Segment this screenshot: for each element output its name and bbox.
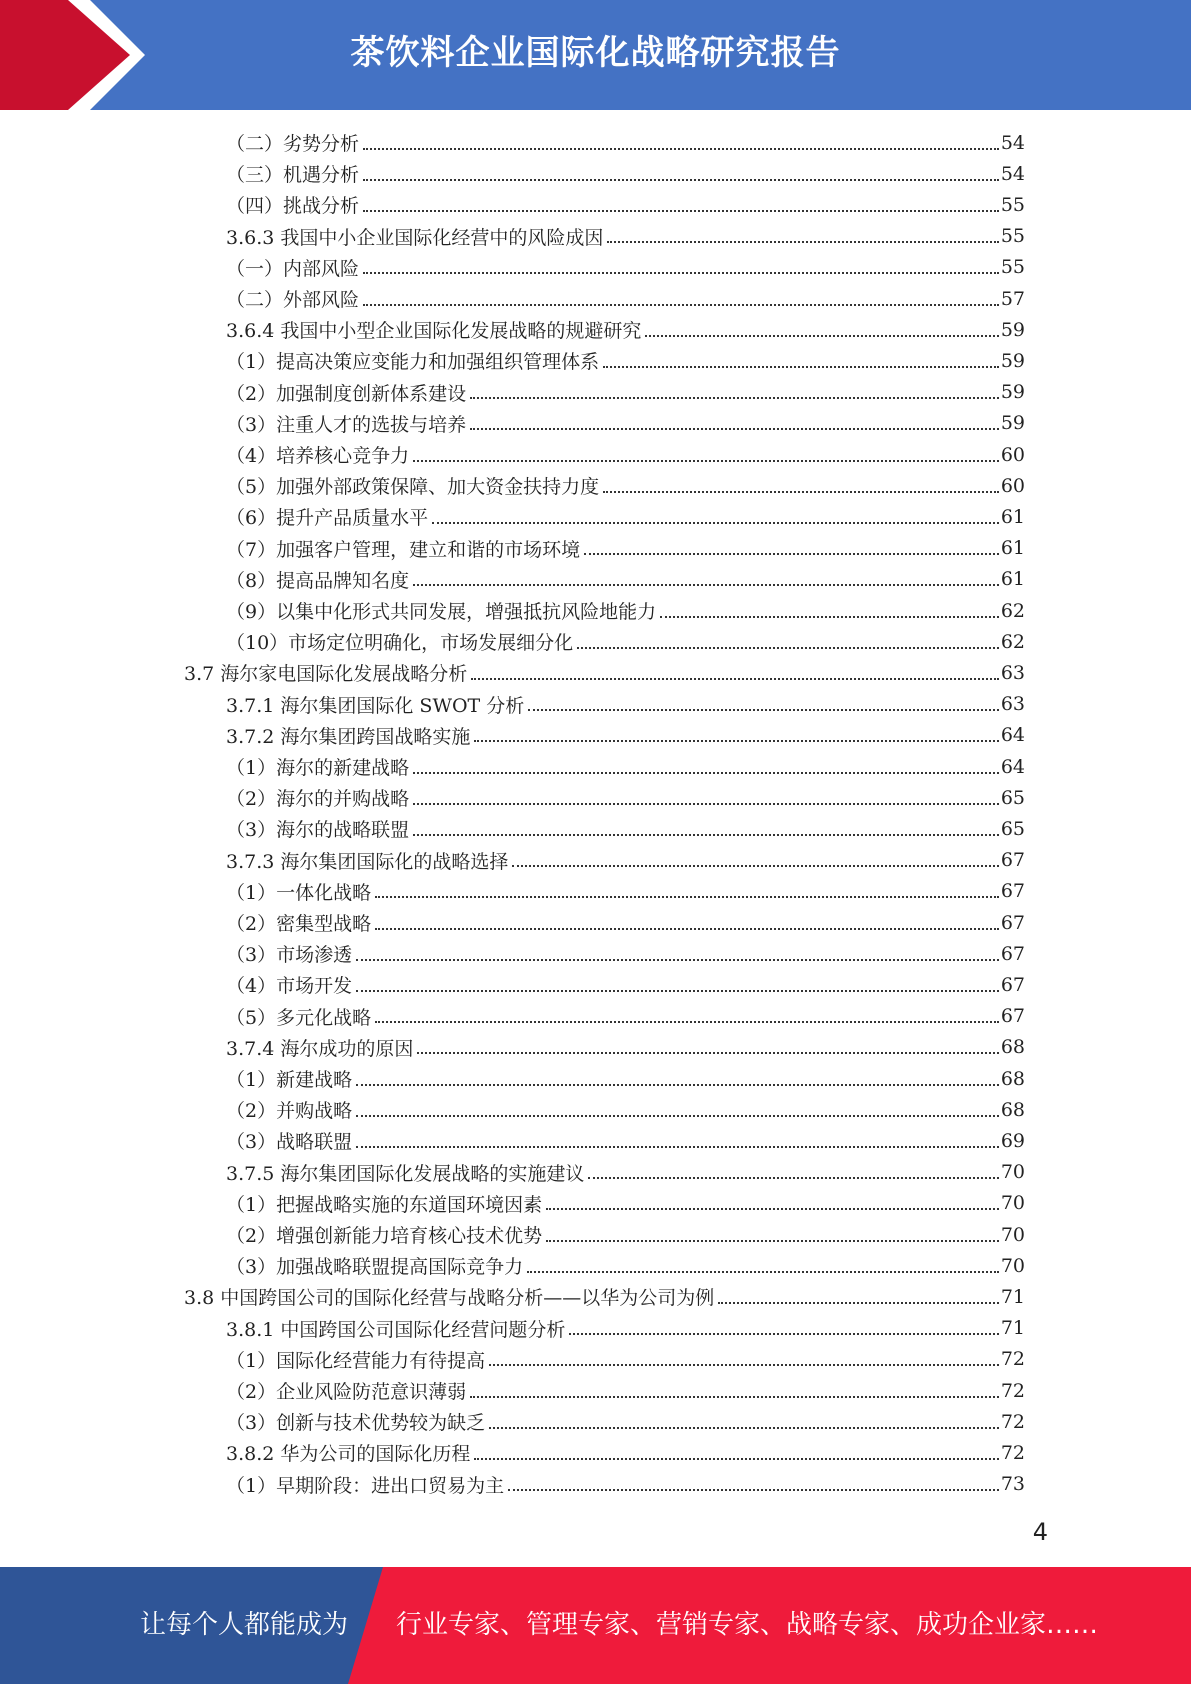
toc-entry-page: 59 [1000,381,1025,404]
toc-entry-title: （1）提高决策应变能力和加强组织管理体系 [226,351,600,374]
toc-dot-leader [603,366,999,368]
footer-slogan-left: 让每个人都能成为 [140,1610,349,1640]
toc-dot-leader [471,678,999,680]
toc-entry-page: 67 [1000,911,1025,934]
toc-dot-leader [363,272,999,274]
toc-dot-leader [546,1208,999,1210]
toc-entry-title: 3.7.5 海尔集团国际化发展战略的实施建议 [226,1162,585,1185]
toc-entry[interactable] [226,907,1025,938]
toc-entry[interactable] [226,845,1025,876]
toc-entry-page: 72 [1000,1441,1025,1464]
toc-entry-page: 72 [1000,1410,1025,1433]
toc-entry[interactable] [226,1063,1025,1094]
toc-entry-title: （三）机遇分析 [226,164,360,187]
toc-entry-page: 70 [1000,1192,1025,1215]
toc-entry[interactable] [226,782,1025,813]
toc-entry-page: 55 [1000,193,1025,216]
toc-entry-title: （1）新建战略 [226,1069,353,1091]
toc-entry-title: 3.6.4 我国中小型企业国际化发展战略的规避研究 [226,320,642,343]
toc-entry-title: （2）加强制度创新体系建设 [226,382,467,405]
toc-entry-title: （2）企业风险防范意识薄弱 [226,1381,467,1403]
toc-entry[interactable] [226,1094,1025,1125]
toc-dot-leader [413,772,999,774]
toc-entry-title: （5）加强外部政策保障、加大资金扶持力度 [226,476,600,499]
toc-entry[interactable] [184,1281,1025,1312]
toc-dot-leader [588,1177,998,1179]
toc-entry-title: 3.7.2 海尔集团跨国战略实施 [226,725,471,748]
toc-entry-title: （1）早期阶段：进出口贸易为主 [226,1474,505,1497]
toc-entry[interactable] [226,1219,1025,1250]
toc-entry-page: 68 [1000,1036,1025,1059]
toc-dot-leader [508,1489,999,1491]
toc-entry[interactable] [226,501,1025,532]
toc-entry-title: （7）加强客户管理，建立和谐的市场环境 [226,538,581,561]
toc-entry-page: 73 [1000,1473,1025,1496]
toc-entry[interactable] [226,439,1025,470]
toc-entry-title: （2）并购战略 [226,1100,353,1123]
toc-dot-leader [356,1084,999,1086]
toc-entry[interactable] [226,969,1025,1000]
toc-entry-page: 72 [1000,1379,1025,1402]
toc-entry-title: （3）海尔的战略联盟 [226,819,410,842]
toc-entry-title: （9）以集中化形式共同发展，增强抵抗风险地能力 [226,601,657,623]
toc-dot-leader [512,865,998,867]
toc-entry[interactable] [226,1375,1025,1406]
toc-dot-leader [645,335,998,337]
toc-dot-leader [528,709,999,711]
toc-dot-leader [375,1021,999,1023]
toc-entry-page: 72 [1000,1348,1025,1371]
toc-entry[interactable] [226,689,1025,720]
toc-dot-leader [417,1052,998,1054]
toc-entry-title: （1）海尔的新建战略 [226,757,410,779]
toc-dot-leader [413,834,999,836]
toc-dot-leader [470,1396,999,1398]
toc-entry[interactable] [226,127,1025,158]
toc-entry-title: 3.8.1 中国跨国公司国际化经营问题分析 [226,1318,566,1341]
toc-entry-page: 60 [1000,474,1025,497]
toc-entry[interactable] [226,1437,1025,1468]
toc-entry[interactable] [226,1313,1025,1344]
toc-entry-page: 60 [1000,443,1025,466]
toc-entry-page: 67 [1000,1005,1025,1028]
toc-dot-leader [356,990,999,992]
toc-entry[interactable] [226,345,1025,376]
toc-entry-title: （3）创新与技术优势较为缺乏 [226,1412,486,1435]
toc-entry-page: 62 [1000,630,1025,653]
toc-entry[interactable] [226,1406,1025,1437]
page-header [0,0,1191,110]
toc-entry-page: 71 [1000,1285,1025,1308]
page-footer [0,1567,1191,1684]
toc-entry-page: 57 [1000,287,1025,310]
toc-dot-leader [363,179,999,181]
report-title: 茶饮料企业国际化战略研究报告 [350,33,841,73]
toc-entry[interactable] [226,720,1025,751]
toc-dot-leader [413,460,999,462]
toc-entry[interactable] [226,1032,1025,1063]
toc-entry[interactable] [226,938,1025,969]
toc-dot-leader [527,1271,999,1273]
toc-entry-page: 67 [1000,973,1025,996]
toc-entry[interactable] [226,283,1025,314]
toc-entry-page: 68 [1000,1098,1025,1121]
toc-entry-page: 55 [1000,256,1025,279]
toc-entry-page: 67 [1000,849,1025,872]
toc-dot-leader [356,959,999,961]
toc-entry[interactable] [226,1188,1025,1219]
toc-dot-leader [413,803,999,805]
toc-entry-page: 59 [1000,412,1025,435]
toc-dot-leader [474,1458,998,1460]
toc-entry-title: （二）劣势分析 [226,133,360,155]
toc-entry-page: 59 [1000,318,1025,341]
toc-dot-leader [603,491,999,493]
toc-entry-title: （2）密集型战略 [226,913,372,935]
toc-entry[interactable] [226,377,1025,408]
toc-dot-leader [584,553,999,555]
toc-entry-page: 62 [1000,599,1025,622]
toc-entry-title: 3.6.3 我国中小企业国际化经营中的风险成因 [226,226,604,249]
toc-entry[interactable] [226,408,1025,439]
toc-dot-leader [474,740,998,742]
toc-dot-leader [363,148,999,150]
toc-entry-title: （4）培养核心竞争力 [226,445,410,467]
toc-entry-page: 55 [1000,225,1025,248]
toc-entry[interactable] [226,876,1025,907]
toc-entry[interactable] [226,533,1025,564]
toc-entry-page: 69 [1000,1129,1025,1152]
toc-dot-leader [470,397,999,399]
toc-entry-page: 67 [1000,942,1025,965]
toc-entry[interactable] [226,564,1025,595]
toc-entry-title: （四）挑战分析 [226,195,360,218]
toc-entry[interactable] [226,189,1025,220]
toc-entry-page: 70 [1000,1223,1025,1246]
toc-dot-leader [660,616,999,618]
toc-entry-title: 3.7.4 海尔成功的原因 [226,1037,414,1060]
toc-entry-title: 3.7.3 海尔集团国际化的战略选择 [226,850,509,873]
toc-entry-page: 64 [1000,724,1025,747]
toc-entry-title: 3.8.2 华为公司的国际化历程 [226,1443,471,1466]
toc-dot-leader [718,1302,999,1304]
toc-dot-leader [375,928,999,930]
toc-entry-title: 3.8 中国跨国公司的国际化经营与战略分析——以华为公司为例 [184,1287,715,1310]
toc-entry-page: 70 [1000,1161,1025,1184]
toc-entry-title: （3）市场渗透 [226,944,353,967]
toc-entry-page: 71 [1000,1317,1025,1340]
toc-entry[interactable] [226,221,1025,252]
toc-entry-title: （2）海尔的并购战略 [226,788,410,811]
toc-dot-leader [546,1240,999,1242]
toc-entry[interactable] [226,158,1025,189]
toc-entry-page: 68 [1000,1067,1025,1090]
toc-entry[interactable] [226,1469,1025,1500]
toc-entry-title: （1）国际化经营能力有待提高 [226,1349,486,1372]
toc-dot-leader [356,1146,999,1148]
toc-dot-leader [607,241,998,243]
toc-entry-title: 3.7 海尔家电国际化发展战略分析 [184,663,468,686]
toc-entry-page: 61 [1000,537,1025,560]
toc-dot-leader [363,210,999,212]
toc-dot-leader [413,584,999,586]
toc-entry-title: （2）增强创新能力培育核心技术优势 [226,1225,543,1247]
toc-entry-title: （1）一体化战略 [226,881,372,904]
toc-entry-title: （10）市场定位明确化，市场发展细分化 [226,632,574,655]
toc-entry-title: 3.7.1 海尔集团国际化 SWOT 分析 [226,694,525,717]
toc-entry-title: （3）注重人才的选拔与培养 [226,413,467,436]
toc-entry[interactable] [226,1001,1025,1032]
toc-entry-title: （4）市场开发 [226,975,353,998]
toc-entry-page: 61 [1000,505,1025,528]
toc-dot-leader [489,1427,999,1429]
toc-entry-title: （3）战略联盟 [226,1131,353,1154]
toc-entry[interactable] [226,813,1025,844]
footer-slogan-right: 行业专家、管理专家、营销专家、战略专家、成功企业家…… [396,1610,1099,1640]
toc-dot-leader [489,1364,999,1366]
toc-entry[interactable] [226,595,1025,626]
toc-dot-leader [356,1115,999,1117]
toc-entry-title: （8）提高品牌知名度 [226,569,410,592]
toc-entry-page: 59 [1000,349,1025,372]
toc-entry-page: 54 [1000,162,1025,185]
toc-entry-page: 54 [1000,131,1025,154]
toc-dot-leader [569,1333,998,1335]
toc-entry-page: 70 [1000,1254,1025,1277]
toc-entry[interactable] [184,657,1025,688]
toc-entry[interactable] [226,1250,1025,1281]
toc-entry[interactable] [226,626,1025,657]
toc-entry-page: 61 [1000,568,1025,591]
toc-entry[interactable] [226,751,1025,782]
toc-entry[interactable] [226,314,1025,345]
toc-entry[interactable] [226,252,1025,283]
toc-entry-page: 63 [1000,661,1025,684]
toc-entry-page: 65 [1000,786,1025,809]
toc-entry-page: 64 [1000,755,1025,778]
toc-dot-leader [577,647,999,649]
toc-dot-leader [470,428,999,430]
toc-dot-leader [363,304,999,306]
toc-entry-title: （1）把握战略实施的东道国环境因素 [226,1193,543,1216]
toc-entry-page: 63 [1000,693,1025,716]
toc-entry[interactable] [226,1157,1025,1188]
toc-entry-page: 67 [1000,880,1025,903]
toc-dot-leader [432,522,999,524]
toc-dot-leader [375,896,999,898]
toc-entry[interactable] [226,1125,1025,1156]
toc-entry-title: （6）提升产品质量水平 [226,507,429,530]
toc-entry-title: （一）内部风险 [226,257,360,280]
toc-entry-title: （5）多元化战略 [226,1006,372,1029]
toc-entry[interactable] [226,470,1025,501]
toc-entry-title: （3）加强战略联盟提高国际竞争力 [226,1256,524,1279]
toc-entry-title: （二）外部风险 [226,289,360,311]
page-number: 4 [1032,1518,1048,1546]
toc-entry-page: 65 [1000,817,1025,840]
toc-entry[interactable] [226,1344,1025,1375]
